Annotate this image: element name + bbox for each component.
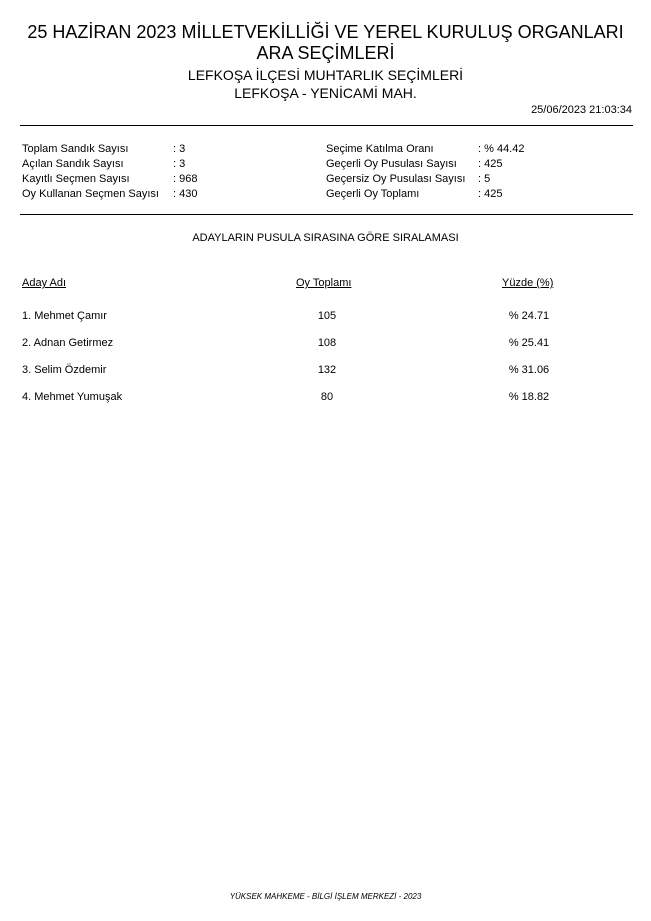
stat-label: Açılan Sandık Sayısı bbox=[22, 158, 124, 170]
candidate-percent: % 18.82 bbox=[508, 391, 550, 403]
stat-row bbox=[326, 172, 524, 187]
column-header-votes: Oy Toplamı bbox=[296, 277, 352, 289]
stat-value: : 425 bbox=[478, 158, 503, 170]
candidate-votes: 105 bbox=[317, 310, 337, 322]
divider-middle bbox=[20, 214, 633, 215]
stat-value: : 430 bbox=[173, 188, 198, 200]
stat-row bbox=[22, 157, 197, 172]
stat-label: Geçerli Oy Pusulası Sayısı bbox=[326, 158, 457, 170]
stat-row bbox=[326, 187, 524, 202]
column-header-percent: Yüzde (%) bbox=[502, 277, 554, 289]
stat-label: Seçime Katılma Oranı bbox=[326, 143, 434, 155]
district-subtitle: LEFKOŞA - YENİCAMİ MAH. bbox=[234, 85, 417, 101]
candidate-percent: % 24.71 bbox=[508, 310, 550, 322]
candidate-votes: 108 bbox=[317, 337, 337, 349]
candidate-votes: 132 bbox=[317, 364, 337, 376]
page-title bbox=[0, 22, 651, 64]
stat-value: : 425 bbox=[478, 188, 503, 200]
results-section-title: ADAYLARIN PUSULA SIRASINA GÖRE SIRALAMASI bbox=[192, 232, 459, 244]
election-subtitle: LEFKOŞA İLÇESİ MUHTARLIK SEÇİMLERİ bbox=[187, 67, 464, 83]
title-line-2: ARA SEÇİMLERİ bbox=[256, 43, 395, 63]
candidate-percent: % 31.06 bbox=[508, 364, 550, 376]
report-timestamp: 25/06/2023 21:03:34 bbox=[531, 104, 632, 116]
stats-left-block bbox=[22, 142, 197, 202]
candidate-name: 4. Mehmet Yumuşak bbox=[22, 391, 123, 403]
candidate-name: 1. Mehmet Çamır bbox=[22, 310, 107, 322]
candidate-percent: % 25.41 bbox=[508, 337, 550, 349]
stat-label: Geçerli Oy Toplamı bbox=[326, 188, 420, 200]
stat-row bbox=[326, 157, 524, 172]
candidate-name: 3. Selim Özdemir bbox=[22, 364, 107, 376]
stat-row bbox=[22, 142, 197, 157]
stat-value: : % 44.42 bbox=[478, 143, 525, 155]
stat-value: : 3 bbox=[173, 143, 186, 155]
candidate-votes: 80 bbox=[320, 391, 334, 403]
stat-value: : 5 bbox=[478, 173, 491, 185]
title-line-1: 25 HAZİRAN 2023 MİLLETVEKİLLİĞİ VE YEREL KURULUŞ ORGANLARI bbox=[27, 22, 624, 42]
stat-value: : 3 bbox=[173, 158, 186, 170]
stat-row bbox=[326, 142, 524, 157]
candidate-name: 2. Adnan Getirmez bbox=[22, 337, 114, 349]
stat-value: : 968 bbox=[173, 173, 198, 185]
stat-row bbox=[22, 187, 197, 202]
page-footer: YÜKSEK MAHKEME - BİLGİ İŞLEM MERKEZİ - 2023 bbox=[229, 892, 422, 901]
stat-label: Kayıtlı Seçmen Sayısı bbox=[22, 173, 130, 185]
column-header-name: Aday Adı bbox=[22, 277, 67, 289]
stat-label: Toplam Sandık Sayısı bbox=[22, 143, 129, 155]
stat-label: Geçersiz Oy Pusulası Sayısı bbox=[326, 173, 466, 185]
stat-label: Oy Kullanan Seçmen Sayısı bbox=[22, 188, 159, 200]
divider-top bbox=[20, 125, 633, 126]
stat-row bbox=[22, 172, 197, 187]
stats-right-block bbox=[326, 142, 524, 202]
